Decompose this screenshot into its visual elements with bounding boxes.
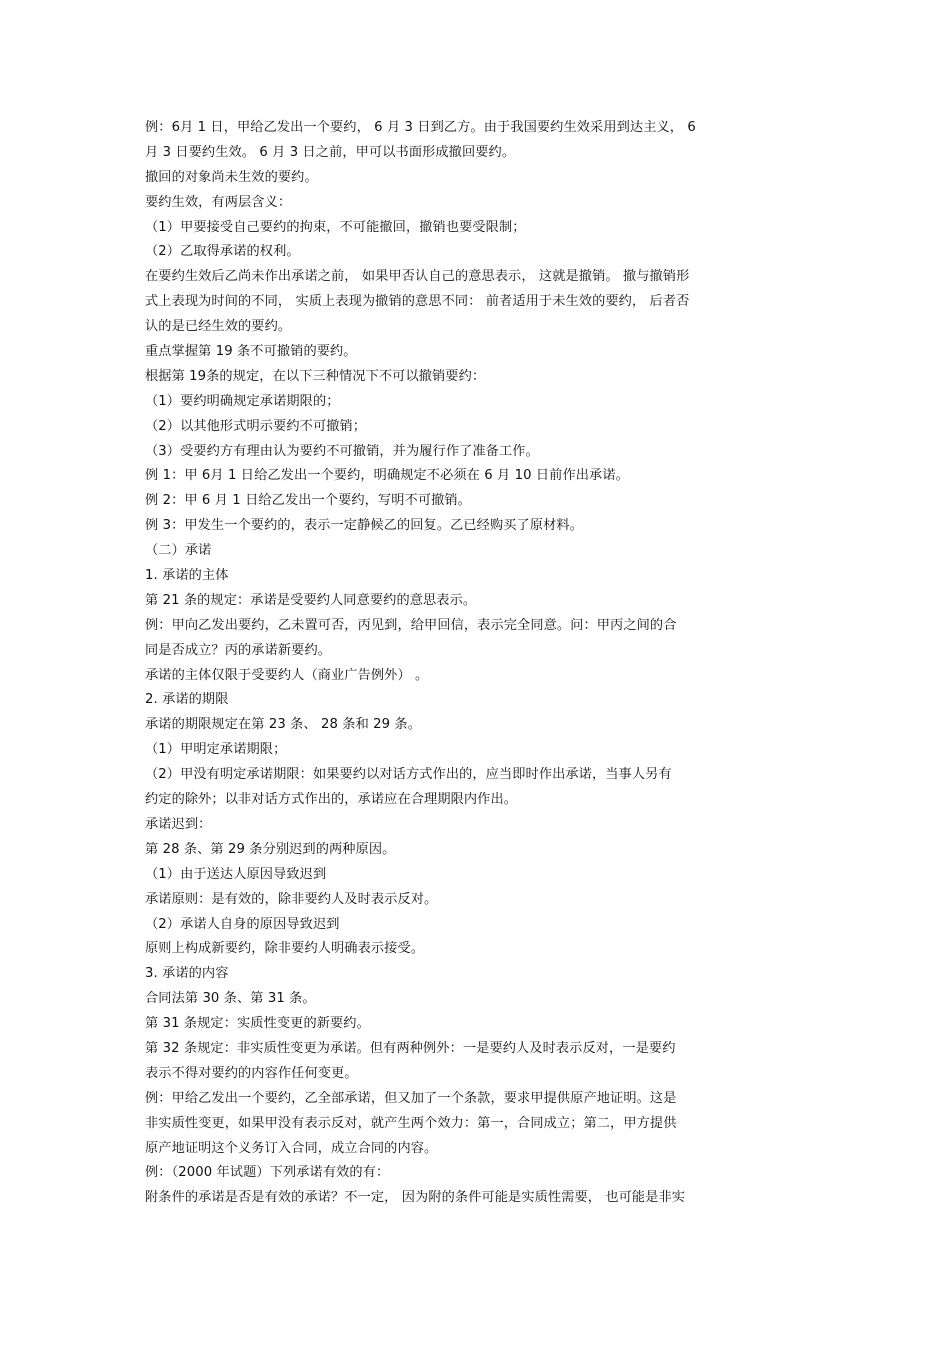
text-line: 承诺原则：是有效的，除非要约人及时表示反对。 xyxy=(145,891,438,907)
text-line: 合同法第 30 条、第 31 条。 xyxy=(145,991,316,1007)
text-line: 承诺的期限规定在第 23 条、 28 条和 29 条。 xyxy=(145,717,422,733)
text-line: 例：（2000 年试题）下列承诺有效的有： xyxy=(145,1165,390,1181)
section-heading: （二）承诺 xyxy=(145,543,212,559)
text-line: （1）要约明确规定承诺期限的； xyxy=(145,393,340,409)
subsection-heading: 3. 承诺的内容 xyxy=(145,966,229,982)
text-line: 例：6月 1 日，甲给乙发出一个要约， 6 月 3 日到乙方。由于我国要约生效采用到达主义， 6 xyxy=(145,120,696,135)
text-line: 例 3：甲发生一个要约的，表示一定静候乙的回复。乙已经购买了原材料。 xyxy=(145,518,583,534)
text-line: 第 28 条、第 29 条分别迟到的两种原因。 xyxy=(145,841,396,857)
text-line: 在要约生效后乙尚未作出承诺之前， 如果甲否认自己的意思表示， 这就是撤销。 撤与撤销形 xyxy=(145,269,690,285)
text-line: 重点掌握第 19 条不可撤销的要约。 xyxy=(145,344,357,360)
text-line: 原则上构成新要约，除非要约人明确表示接受。 xyxy=(145,941,425,957)
text-line: 根据第 19条的规定，在以下三种情况下不可以撤销要约： xyxy=(145,368,486,384)
text-line: （1）由于送达人原因导致迟到 xyxy=(145,866,327,882)
text-line: 同是否成立？丙的承诺新要约。 xyxy=(145,642,332,658)
text-line: （2）以其他形式明示要约不可撤销； xyxy=(145,418,367,434)
text-line: 表示不得对要约的内容作任何变更。 xyxy=(145,1065,358,1081)
text-line: 例：甲给乙发出一个要约，乙全部承诺，但又加了一个条款，要求甲提供原产地证明。这是 xyxy=(145,1090,677,1106)
text-line: （2）承诺人自身的原因导致迟到 xyxy=(145,916,340,932)
text-line: 第 32 条规定：非实质性变更为承诺。但有两种例外：一是要约人及时表示反对，一是要约 xyxy=(145,1040,676,1056)
text-line: 非实质性变更，如果甲没有表示反对，就产生两个效力：第一，合同成立；第二，甲方提供 xyxy=(145,1115,677,1131)
text-line: 例：甲向乙发出要约，乙未置可否，丙见到，给甲回信，表示完全同意。问：甲丙之间的合 xyxy=(145,617,677,633)
text-line: 承诺迟到： xyxy=(145,816,212,832)
text-line: 第 21 条的规定：承诺是受要约人同意要约的意思表示。 xyxy=(145,592,477,608)
document-body xyxy=(145,116,810,1211)
text-line: 约定的除外；以非对话方式作出的，承诺应在合理期限内作出。 xyxy=(145,792,518,808)
text-line: 例 2：甲 6 月 1 日给乙发出一个要约，写明不可撤销。 xyxy=(145,493,471,509)
subsection-heading: 1. 承诺的主体 xyxy=(145,568,229,584)
text-line: 撤回的对象尚未生效的要约。 xyxy=(145,169,318,185)
text-line: 要约生效，有两层含义： xyxy=(145,194,292,210)
text-line: 第 31 条规定：实质性变更的新要约。 xyxy=(145,1016,370,1032)
text-line: （3）受要约方有理由认为要约不可撤销，并为履行作了准备工作。 xyxy=(145,443,539,459)
text-line: 承诺的主体仅限于受要约人（商业广告例外） 。 xyxy=(145,667,429,683)
text-line: （2）乙取得承诺的权利。 xyxy=(145,244,300,260)
text-line: 月 3 日要约生效。 6 月 3 日之前，甲可以书面形成撤回要约。 xyxy=(145,144,516,160)
text-line: （2）甲没有明定承诺期限：如果要约以对话方式作出的，应当即时作出承诺，当事人另有 xyxy=(145,767,672,783)
subsection-heading: 2. 承诺的期限 xyxy=(145,692,229,708)
text-line: 附条件的承诺是否是有效的承诺？不一定， 因为附的条件可能是实质性需要， 也可能是非实 xyxy=(145,1190,686,1206)
text-line: 认的是已经生效的要约。 xyxy=(145,319,292,335)
text-line: 原产地证明这个义务订入合同，成立合同的内容。 xyxy=(145,1140,438,1156)
text-line: （1）甲明定承诺期限； xyxy=(145,742,287,758)
text-line: 例 1：甲 6月 1 日给乙发出一个要约，明确规定不必须在 6 月 10 日前作出承诺。 xyxy=(145,468,629,484)
text-line: 式上表现为时间的不同， 实质上表现为撤销的意思不同： 前者适用于未生效的要约， 后者否 xyxy=(145,294,690,310)
text-line: （1）甲要接受自己要约的拘束，不可能撤回，撤销也要受限制； xyxy=(145,219,526,235)
